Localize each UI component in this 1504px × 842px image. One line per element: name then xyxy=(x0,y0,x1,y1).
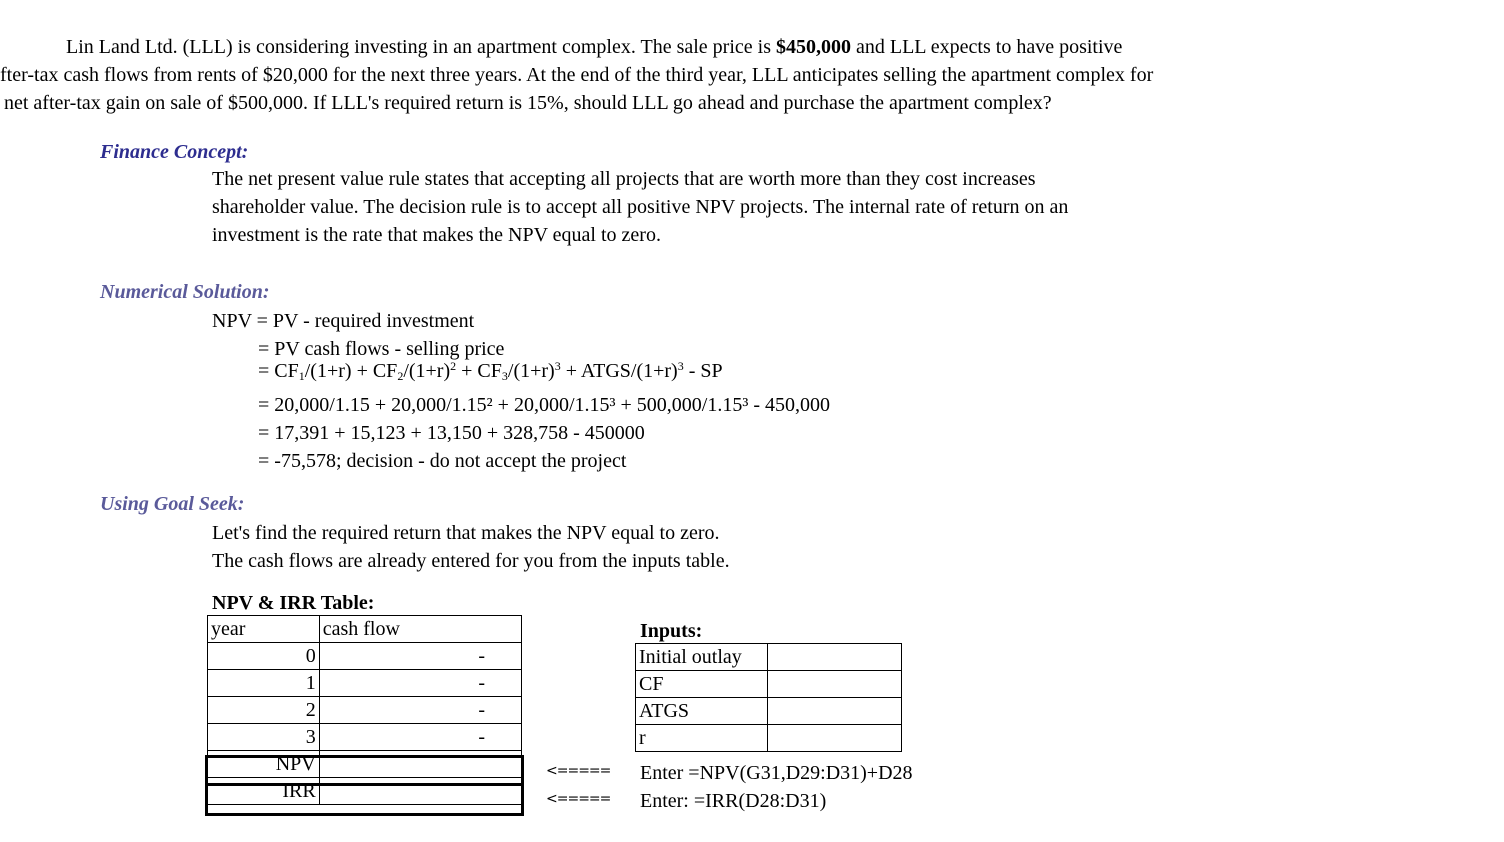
input-value-cell[interactable] xyxy=(767,698,901,725)
cashflow-cell[interactable]: - xyxy=(319,724,521,751)
inputs-table xyxy=(635,643,902,752)
input-label: r xyxy=(636,725,768,752)
col-cashflow-header: cash flow xyxy=(319,616,521,643)
year-cell[interactable]: 0 xyxy=(208,643,320,670)
input-label: CF xyxy=(636,671,768,698)
npv-line-5: = 17,391 + 15,123 + 13,150 + 328,758 - 450000 xyxy=(258,422,645,444)
input-value-cell[interactable] xyxy=(767,725,901,752)
npv-definition: NPV = PV - required investment xyxy=(212,310,475,332)
goal-seek-line: The cash flows are already entered for you from the inputs table. xyxy=(212,550,730,572)
cashflow-cell[interactable]: - xyxy=(319,670,521,697)
input-value-cell[interactable] xyxy=(767,644,901,671)
inputs-title: Inputs: xyxy=(640,620,703,642)
intro-line-3: net after-tax gain on sale of $500,000. If LLL's required return is 15%, should LLL go ahead and purchase the apartment complex? xyxy=(4,92,1052,114)
sale-price: $450,000 xyxy=(776,36,851,58)
npv-table-title: NPV & IRR Table: xyxy=(212,592,375,614)
year-cell[interactable]: 3 xyxy=(208,724,320,751)
intro-line-2: fter-tax cash flows from rents of $20,000 for the next three years. At the end of the third year, LLL anticipates selling the apartment complex for xyxy=(0,64,1154,86)
table-row xyxy=(636,644,902,671)
input-value-cell[interactable] xyxy=(767,671,901,698)
year-cell[interactable]: 2 xyxy=(208,697,320,724)
npv-formula-line: = $CF_1/(1+r) + CF_2/(1+r)^2 + CF_3/(1+r)^3$ + ATGS/$(1+r)^3$ - SP xyxy=(258,359,723,383)
goal-seek-heading: Using Goal Seek: xyxy=(100,493,245,515)
numerical-solution-heading: Numerical Solution: xyxy=(100,281,270,303)
input-label: Initial outlay xyxy=(636,644,768,671)
npv-line-2: = PV cash flows - selling price xyxy=(258,338,505,360)
table-row xyxy=(208,724,522,751)
table-row xyxy=(208,697,522,724)
irr-row-border xyxy=(205,783,524,816)
finance-concept-line: investment is the rate that makes the NPV equal to zero. xyxy=(212,224,661,246)
input-label: ATGS xyxy=(636,698,768,725)
table-row xyxy=(636,698,902,725)
table-row xyxy=(636,671,902,698)
finance-concept-line: The net present value rule states that accepting all projects that are worth more than they cost increases xyxy=(212,168,1036,190)
npv-formula-hint: Enter =NPV(G31,D29:D31)+D28 xyxy=(640,762,913,784)
intro-text: Lin Land Ltd. (LLL) is considering investing in an apartment complex. The sale price is xyxy=(66,36,771,58)
intro-text: and LLL expects to have positive xyxy=(856,36,1123,58)
cashflow-cell[interactable]: - xyxy=(319,697,521,724)
table-row xyxy=(208,670,522,697)
year-cell[interactable]: 1 xyxy=(208,670,320,697)
col-year-header: year xyxy=(208,616,320,643)
npv-line-6: = -75,578; decision - do not accept the project xyxy=(258,450,627,472)
cashflow-cell[interactable]: - xyxy=(319,643,521,670)
npv-line-4: = 20,000/1.15 + 20,000/1.15² + 20,000/1.15³ + 500,000/1.15³ - 450,000 xyxy=(258,394,830,416)
table-row xyxy=(636,725,902,752)
intro-line-1 xyxy=(66,33,1122,61)
table-row xyxy=(208,643,522,670)
arrow-left-icon: <===== xyxy=(546,791,611,807)
npv-row-border xyxy=(205,755,524,786)
finance-concept-line: shareholder value. The decision rule is to accept all positive NPV projects. The internal rate of return on an xyxy=(212,196,1069,218)
irr-label: IRR xyxy=(208,778,320,805)
finance-concept-heading: Finance Concept: xyxy=(100,141,249,163)
npv-label: NPV xyxy=(208,751,320,778)
goal-seek-line: Let's find the required return that makes the NPV equal to zero. xyxy=(212,522,720,544)
arrow-left-icon: <===== xyxy=(546,763,611,779)
irr-formula-hint: Enter: =IRR(D28:D31) xyxy=(640,790,827,812)
